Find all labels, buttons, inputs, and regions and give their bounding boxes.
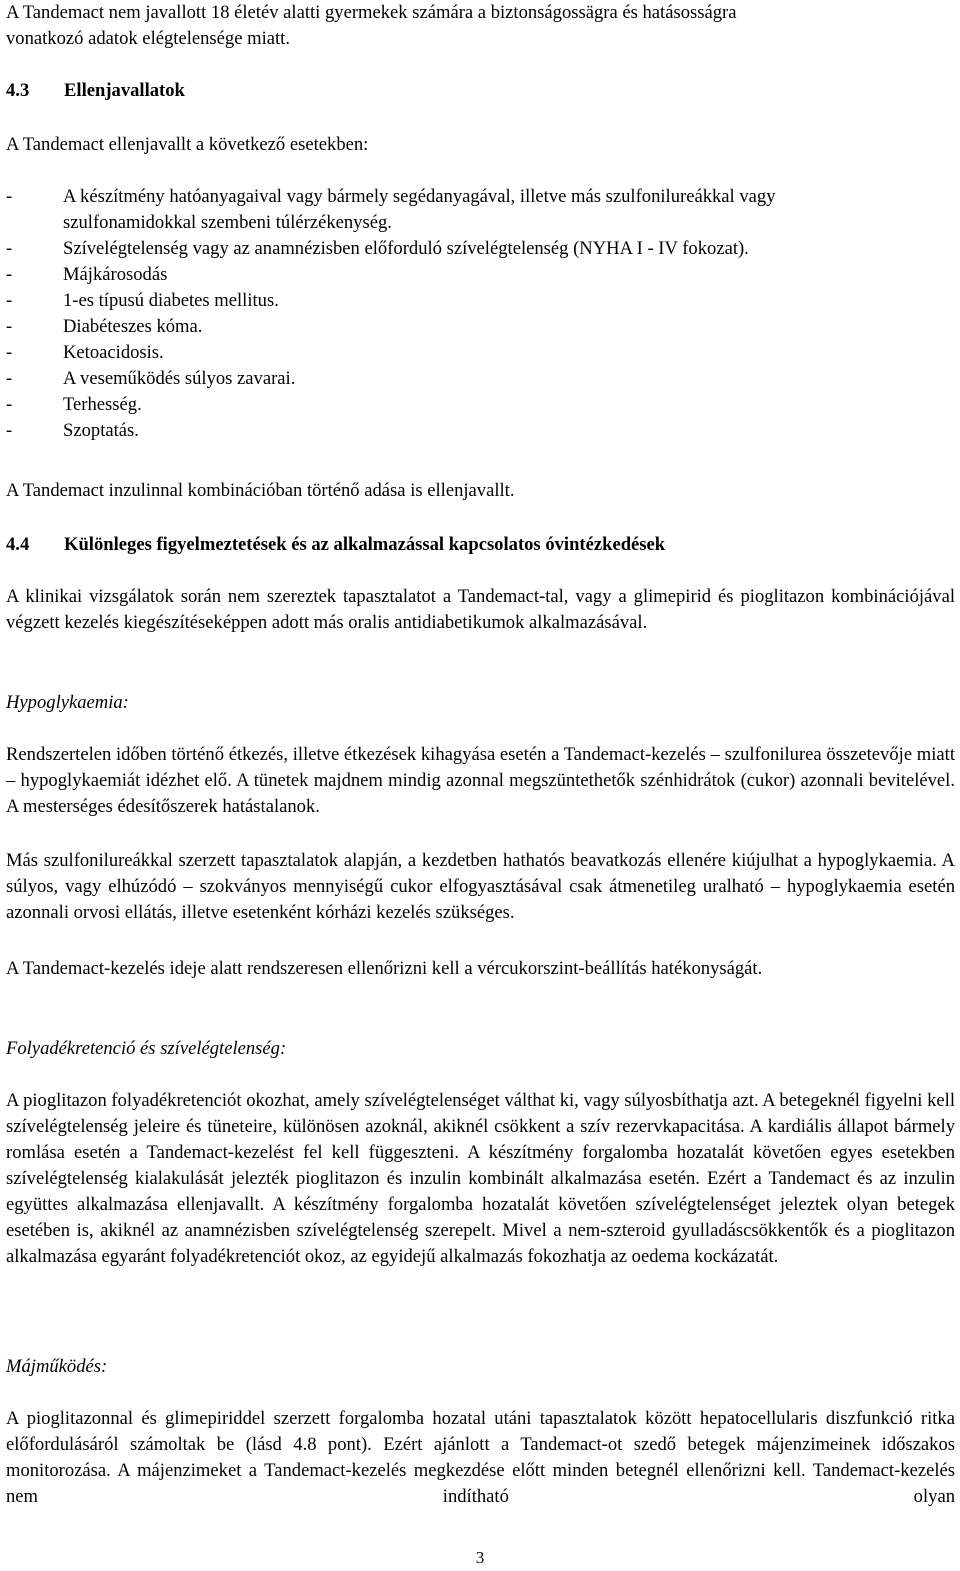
section-4-4-number: 4.4	[6, 534, 30, 555]
list-item: - Ketoacidosis.	[6, 342, 164, 363]
list-item-continuation: szulfonamidokkal szembeni túlérzékenység.	[63, 212, 392, 233]
intro-paragraph	[6, 0, 955, 52]
section-4-3-number: 4.3	[6, 80, 30, 101]
section-4-4-title: Különleges figyelmeztetések és az alkalmazással kapcsolatos óvintézkedések	[64, 534, 666, 555]
list-item: - A veseműködés súlyos zavarai.	[6, 368, 296, 389]
list-item: - Szoptatás.	[6, 420, 139, 441]
section-4-3-title: Ellenjavallatok	[64, 80, 185, 101]
intro-line-1: A Tandemact nem javallott 18 életév alatti gyermekek számára a biztonságossägra és hatásosságra	[6, 2, 737, 23]
list-item: - 1-es típusú diabetes mellitus.	[6, 290, 279, 311]
intro-line-2: vonatkozó adatok elégtelensége miatt.	[6, 28, 290, 49]
section-4-4-heading	[6, 532, 665, 558]
hypoglykaemia-paragraph-3: A Tandemact-kezelés ideje alatt rendszeresen ellenőrizni kell a vércukorszint-beállítás hatékonyságát.	[6, 958, 763, 979]
liver-function-paragraph: A pioglitazonnal és glimepiriddel szerzett forgalomba hozatal utáni tapasztalatok között hepatocellularis diszfunkció ritka előfordulásáról számoltak be (lásd 4.8 pont). Ezért ajánlott a Tandemact-ot szedő betegek májenzimeinek időszakos monitorozása. A májenzimeket a Tandemact-kezelés megkezdése előtt minden betegnél ellenőrizni kell. Tandemact-kezelés nem indítható olyan	[6, 1408, 955, 1507]
hypoglykaemia-heading: Hypoglykaemia:	[6, 692, 129, 713]
list-item: - Diabéteszes kóma.	[6, 316, 203, 337]
section-4-3-lead: A Tandemact ellenjavallt a következő esetekben:	[6, 134, 369, 155]
section-4-4-intro-paragraph: A klinikai vizsgálatok során nem szereztek tapasztalatot a Tandemact-tal, vagy a glimepirid és pioglitazon kombinációjával végzett kezelés kiegészítéseképpen adott más oralis antidiabetikumok alkalmazásával.	[6, 586, 955, 633]
list-item: - A készítmény hatóanyagaival vagy bármely segédanyagával, illetve más szulfonilureákkal vagy	[6, 186, 776, 207]
hypoglykaemia-paragraph-1: Rendszertelen időben történő étkezés, illetve étkezések kihagyása esetén a Tandemact-kezelés – szulfonilurea összetevője miatt – hypoglykaemiát idézhet elő. A tünetek majdnem mindig azonnal megszüntethetők szénhidrátok (cukor) azonnali bevitelével. A mesterséges édesítőszerek hatástalanok.	[6, 744, 955, 817]
list-item: - Májkárosodás	[6, 264, 168, 285]
section-4-3-closing: A Tandemact inzulinnal kombinációban történő adása is ellenjavallt.	[6, 480, 515, 501]
page-number: 3	[475, 1548, 485, 1567]
section-4-3-heading	[6, 78, 185, 104]
list-item: - Terhesség.	[6, 394, 142, 415]
hypoglykaemia-paragraph-2: Más szulfonilureákkal szerzett tapasztalatok alapján, a kezdetben hathatós beavatkozás ellenére kiújulhat a hypoglykaemia. A súlyos, vagy elhúzódó – szokványos mennyiségű cukor elfogyasztásával csak átmenetileg uralható – hypoglykaemia esetén azonnali orvosi ellátás, illetve esetenként kórházi kezelés szükséges.	[6, 850, 955, 923]
fluid-retention-heading: Folyadékretenció és szívelégtelenség:	[6, 1038, 287, 1059]
liver-function-heading: Májműködés:	[6, 1356, 108, 1377]
fluid-retention-paragraph: A pioglitazon folyadékretenciót okozhat, amely szívelégtelenséget válthat ki, vagy súlyosbíthatja azt. A betegeknél figyelni kell szívelégtelenség jeleire és tüneteire, különösen azoknál, akiknél csökkent a szív rezervkapacitása. A kardiális állapot bármely romlása esetén a Tandemact-kezelést fel kell függeszteni. A készítmény forgalomba hozatalát követően egyes esetekben szívelégtelenség kialakulását jelezték pioglitazon és inzulin kombinált alkalmazása esetén. Ezért a Tandemact és az inzulin együttes alkalmazása ellenjavallt. A készítmény forgalomba hozatalát követően szívelégtelenséget jeleztek olyan betegek esetében is, akiknél az anamnézisben szívelégtelenség szerepelt. Mivel a nem-szteroid gyulladáscsökkentők és a pioglitazon alkalmazása egyaránt folyadékretenciót okoz, az egyidejű alkalmazás fokozhatja az oedema kockázatát.	[6, 1090, 955, 1267]
list-item: - Szívelégtelenség vagy az anamnézisben előforduló szívelégtelenség (NYHA I - IV fokozat).	[6, 238, 749, 259]
